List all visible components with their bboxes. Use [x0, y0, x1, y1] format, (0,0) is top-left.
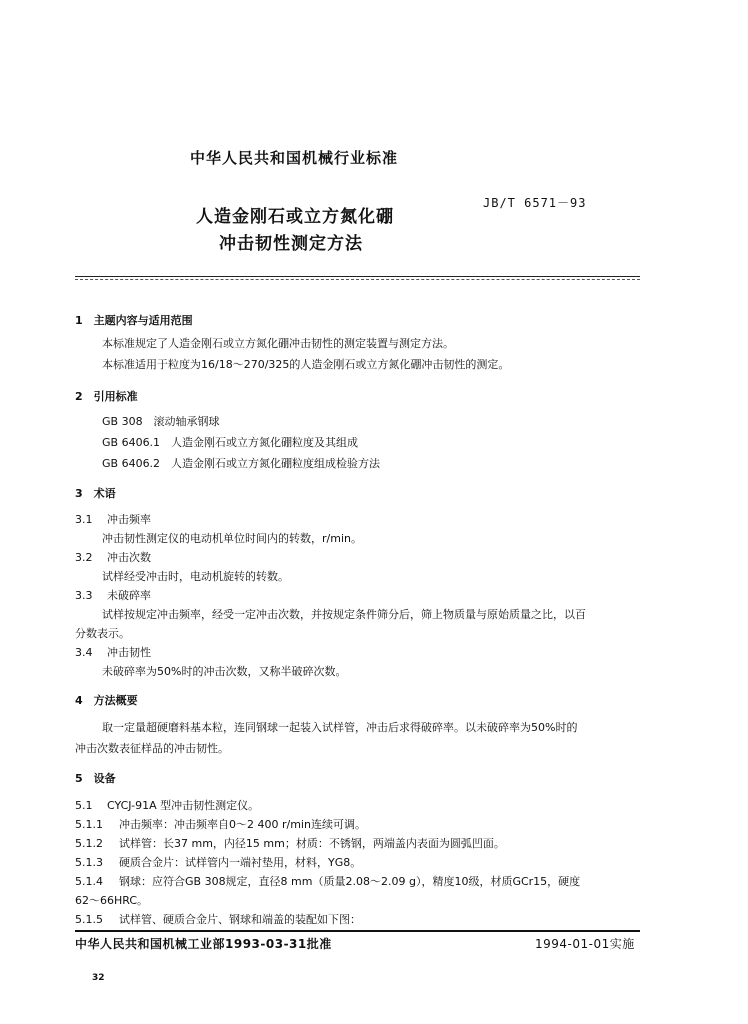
standard-code: JB/T 6571－93	[483, 196, 587, 210]
header-rule	[75, 276, 640, 277]
document-title-line1: 人造金刚石或立方氮化硼	[196, 207, 394, 227]
item-number: 5.1.5	[75, 913, 103, 926]
item-5-1-5	[75, 911, 361, 927]
term-name: 未破碎率	[107, 589, 151, 602]
reference-item: GB 6406.1 人造金刚石或立方氮化硼粒度及其组成	[102, 436, 359, 449]
item-5-1-2	[75, 835, 505, 851]
term-number: 3.2	[75, 551, 93, 564]
section-1-heading: 1 主题内容与适用范围	[75, 314, 193, 327]
footer-rule	[75, 930, 640, 932]
item-number: 5.1	[75, 799, 93, 812]
item-text: 硬质合金片：试样管内一端衬垫用，材料，YG8。	[119, 856, 362, 869]
term-name: 冲击次数	[107, 551, 151, 564]
item-number: 5.1.1	[75, 818, 103, 831]
term-3-1-definition: 冲击韧性测定仪的电动机单位时间内的转数，r/min。	[102, 532, 362, 545]
implementation-date: 1994-01-01实施	[535, 937, 635, 951]
section-4-heading: 4 方法概要	[75, 694, 138, 707]
reference-item: GB 308 滚动轴承钢球	[102, 415, 220, 428]
term-3-3	[75, 587, 151, 603]
item-5-1-1	[75, 816, 366, 832]
approval-date: 中华人民共和国机械工业部1993-03-31批准	[75, 937, 332, 951]
item-text: CYCJ-91A 型冲击韧性测定仪。	[107, 799, 260, 812]
item-number: 5.1.2	[75, 837, 103, 850]
item-5-1-4	[75, 873, 580, 889]
section-5-heading: 5 设备	[75, 772, 116, 785]
term-name: 冲击频率	[107, 513, 151, 526]
term-3-4	[75, 644, 151, 660]
term-number: 3.1	[75, 513, 93, 526]
term-3-2-definition: 试样经受冲击时，电动机旋转的转数。	[102, 570, 289, 583]
section-4-paragraph-line1: 取一定量超硬磨料基本粒，连同钢球一起装入试样管，冲击后求得破碎率。以未破碎率为50%时的	[102, 721, 578, 734]
item-text: 试样管：长37 mm，内径15 mm；材质：不锈钢，两端盖内表面为圆弧凹面。	[119, 837, 505, 850]
page-number: 32	[92, 973, 105, 983]
item-number: 5.1.4	[75, 875, 103, 888]
term-number: 3.3	[75, 589, 93, 602]
section-1-paragraph-1: 本标准规定了人造金刚石或立方氮化硼冲击韧性的测定装置与测定方法。	[102, 337, 454, 350]
item-text: 冲击频率：冲击频率自0～2 400 r/min连续可调。	[119, 818, 366, 831]
term-3-4-definition: 未破碎率为50%时的冲击次数，又称半破碎次数。	[102, 665, 347, 678]
term-3-3-definition-line1: 试样按规定冲击频率，经受一定冲击次数，并按规定条件筛分后，筛上物质量与原始质量之比，以百	[102, 608, 586, 621]
section-3-heading: 3 术语	[75, 487, 116, 500]
header-rule-dashed	[75, 279, 640, 280]
section-4-paragraph-line2: 冲击次数表征样品的冲击韧性。	[75, 742, 229, 755]
item-text: 试样管、硬质合金片、钢球和端盖的装配如下图：	[119, 913, 361, 926]
document-title-line2: 冲击韧性测定方法	[219, 234, 363, 254]
term-3-2	[75, 549, 151, 565]
item-number: 5.1.3	[75, 856, 103, 869]
reference-item: GB 6406.2 人造金刚石或立方氮化硼粒度组成检验方法	[102, 457, 381, 470]
term-name: 冲击韧性	[107, 646, 151, 659]
standard-body-title: 中华人民共和国机械行业标准	[190, 149, 399, 167]
item-text: 钢球：应符合GB 308规定，直径8 mm（质量2.08～2.09 g），精度10级，材质GCr15，硬度	[119, 875, 581, 888]
section-1-paragraph-2: 本标准适用于粒度为16/18～270/325的人造金刚石或立方氮化硼冲击韧性的测定。	[102, 358, 510, 371]
term-number: 3.4	[75, 646, 93, 659]
term-3-1	[75, 511, 151, 527]
item-5-1-3	[75, 854, 361, 870]
item-5-1-4-continued: 62～66HRC。	[75, 894, 149, 907]
term-3-3-definition-line2: 分数表示。	[75, 627, 130, 640]
item-5-1	[75, 797, 259, 813]
section-2-heading: 2 引用标准	[75, 390, 138, 403]
